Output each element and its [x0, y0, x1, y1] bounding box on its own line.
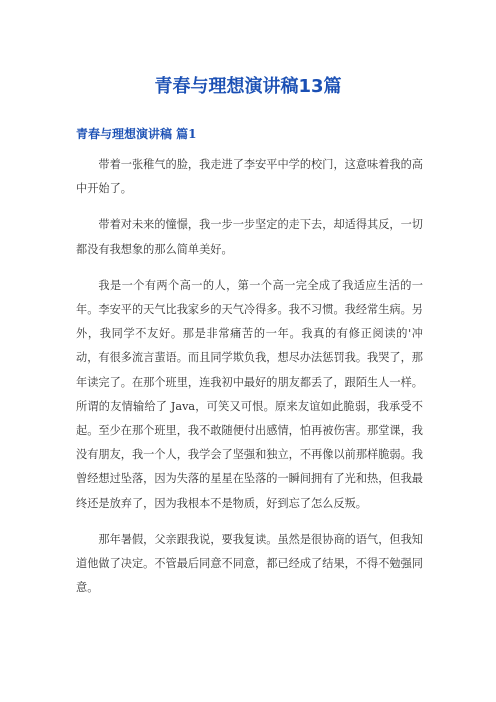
paragraph-4: 那年暑假，父亲跟我说，要我复读。虽然是很协商的语气，但我知道他做了决定。不管最后同意不同意，都已经成了结果，不得不勉强同意。 — [76, 532, 423, 595]
document-body — [76, 153, 423, 612]
paragraph-2: 带着对未来的憧憬，我一步一步坚定的走下去，却适得其反，一切都没有我想象的那么简单美好。 — [76, 218, 423, 256]
document-title: 青春与理想演讲稿13篇 — [154, 76, 342, 97]
paragraph-3: 我是一个有两个高一的人，第一个高一完全成了我适应生活的一年。李安平的天气比我家乡的天气冷得多。我不习惯。我经常生病。另外，我同学不友好。那是非常痛苦的一年。我真的有修正阅读的'冲动，有很多流言蜚语。而且同学欺负我，想尽办法惩罚我。我哭了，那年读完了。在那个班里，连我初中最好的朋友都丢了，跟陌生人一样。所谓的友情输给了 Java，可笑又可恨。原来友谊如此脆弱，我承受不起。至少在那个班里，我不敢随便付出感情，怕再被伤害。那堂课，我没有朋友，我一个人，我学会了坚强和独立，不再像以前那样脆弱。我曾经想过坠落，因为失落的星星在坠落的一瞬间拥有了光和热，但我最终还是放弃了，因为我根本不是物质，好到忘了怎么反叛。 — [76, 278, 423, 510]
paragraph-1: 带着一张稚气的脸，我走进了李安平中学的校门，这意味着我的高中开始了。 — [76, 158, 423, 196]
section-heading: 青春与理想演讲稿 篇1 — [76, 127, 197, 141]
